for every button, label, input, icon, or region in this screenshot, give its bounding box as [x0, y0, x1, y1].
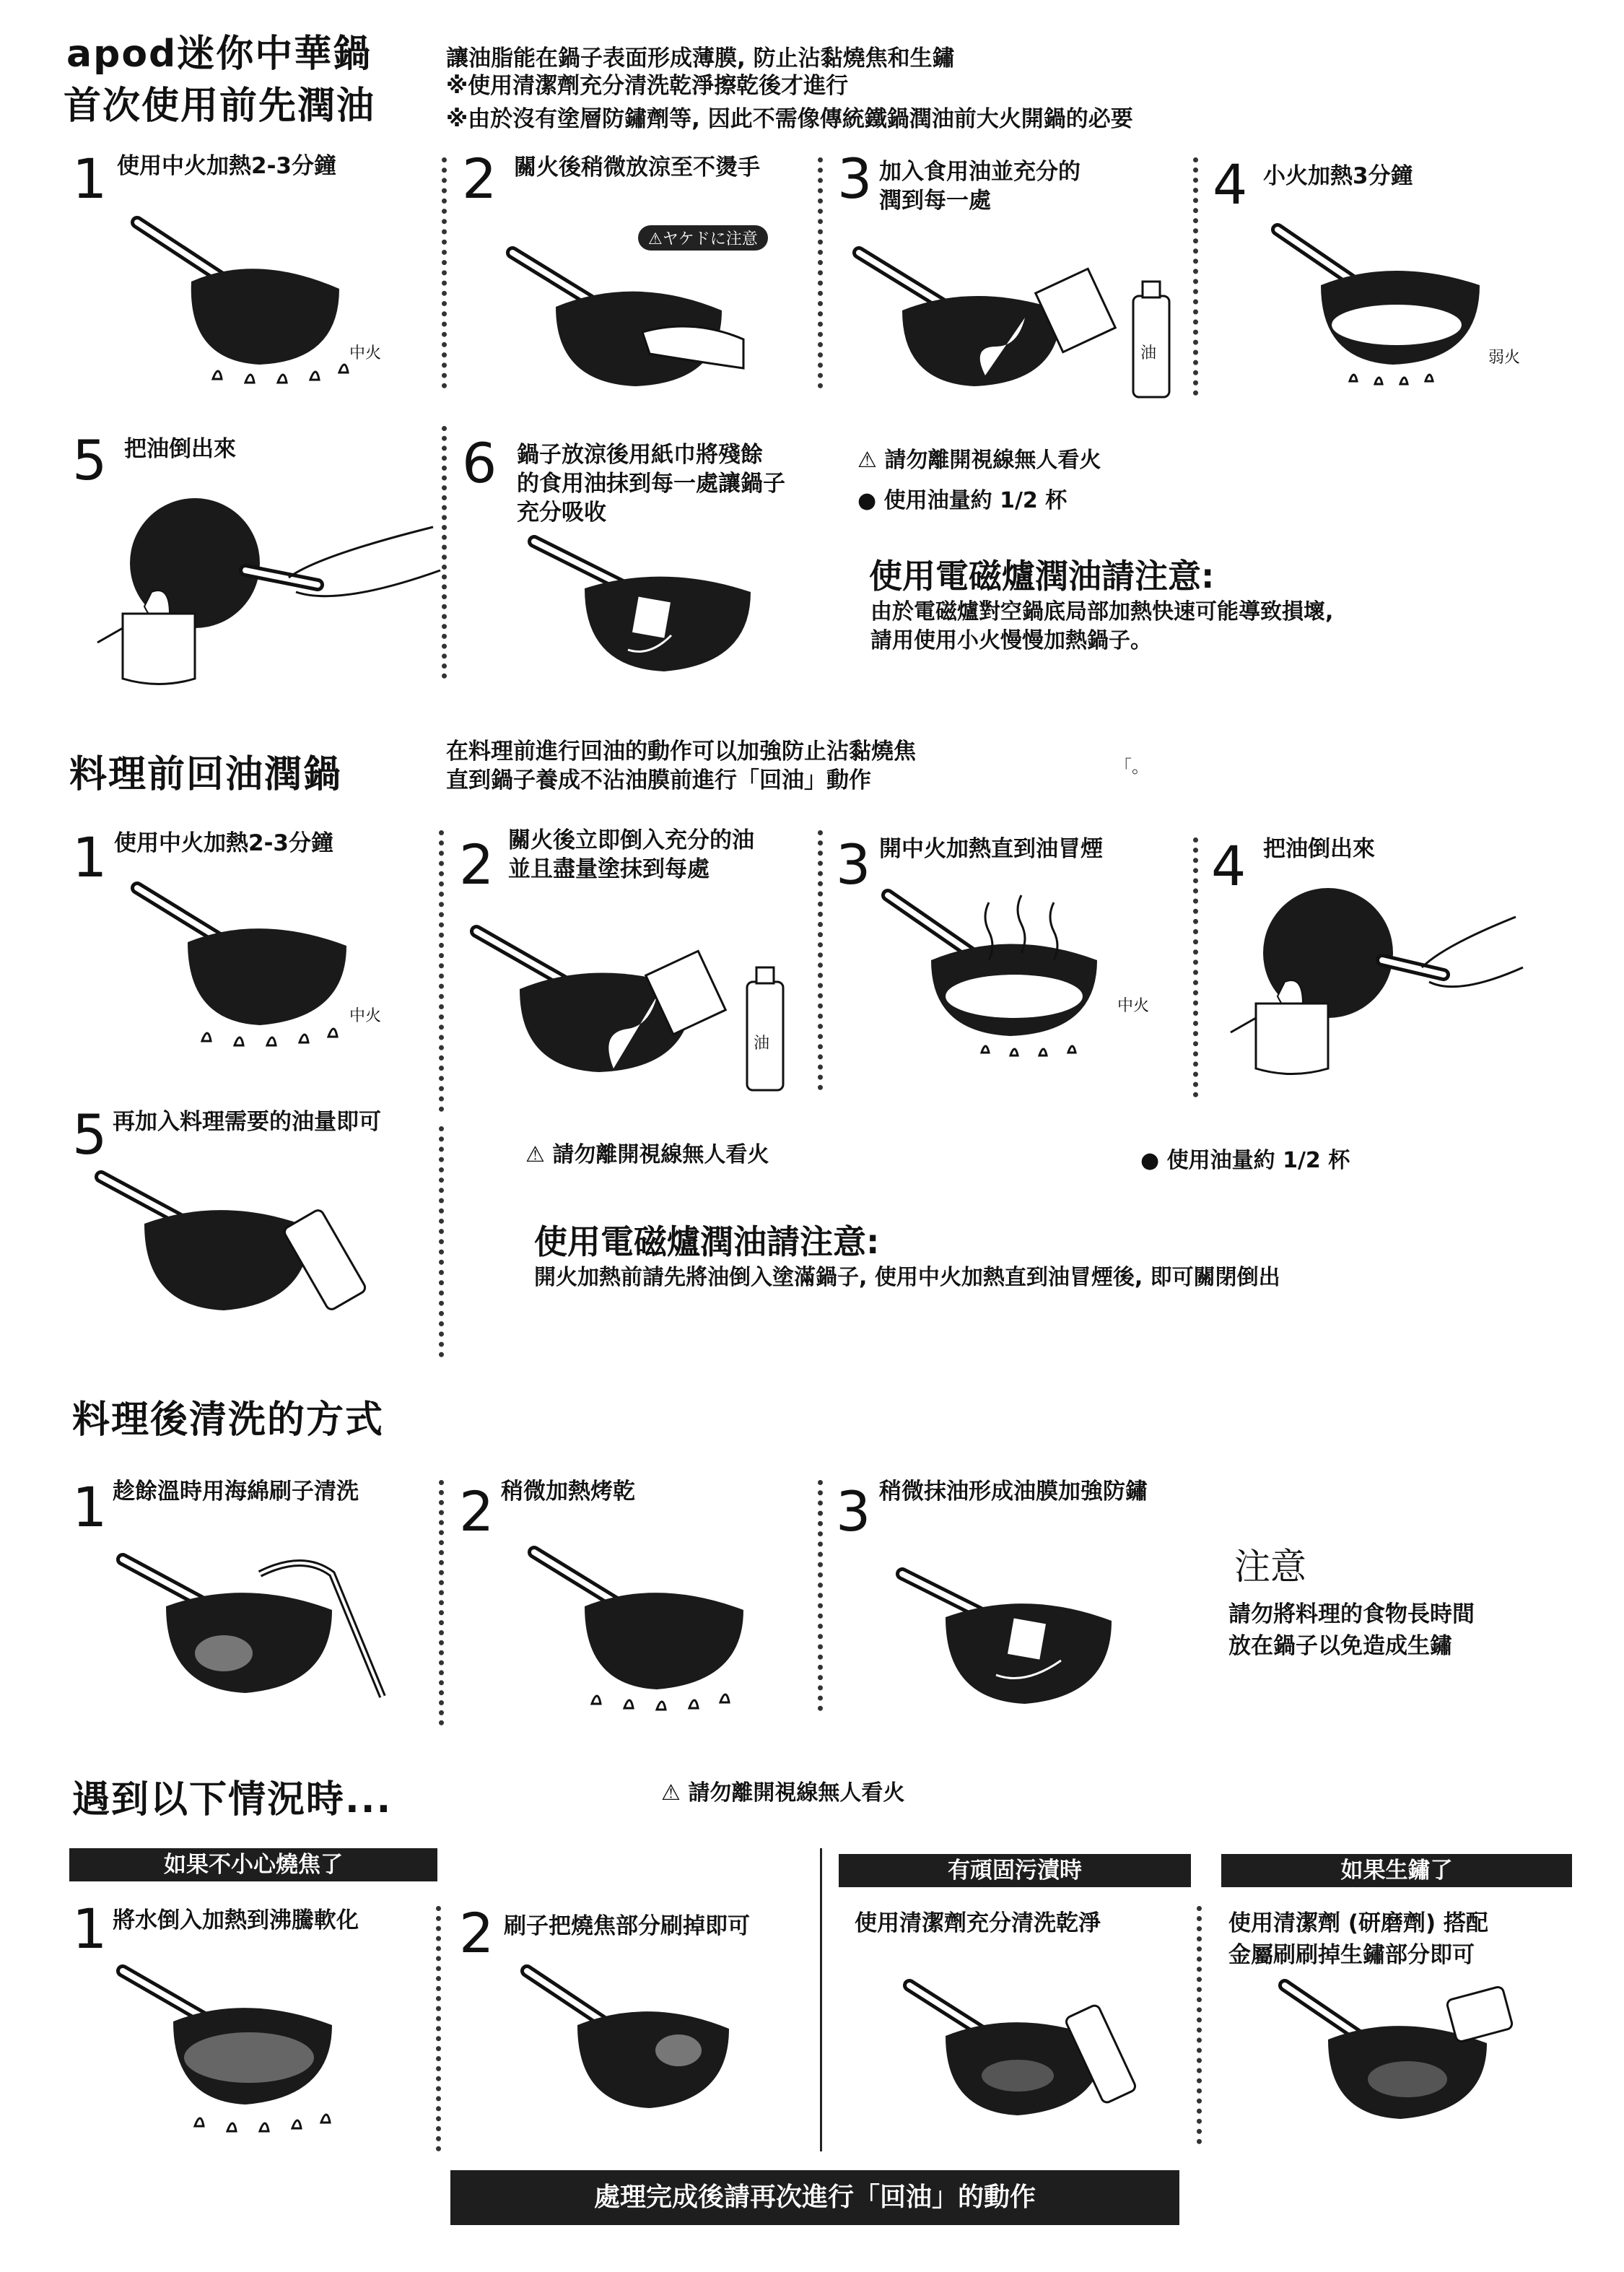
- pan-illustration-brush-burnt: [505, 1964, 794, 2130]
- bullet-icon: ●: [1140, 1148, 1160, 1173]
- step-number: 2: [459, 832, 494, 897]
- section-intro-line-2: 直到鍋子養成不沾油膜前進行「回油」動作: [446, 767, 871, 793]
- warning-watch-fire: ⚠ 請勿離開視線無人看火: [661, 1780, 905, 1806]
- step-text: 稍微加熱烤乾: [501, 1479, 635, 1505]
- divider: [439, 830, 444, 1112]
- divider: [820, 1848, 822, 2151]
- step-text: 使用中火加熱2-3分鐘: [114, 830, 334, 856]
- warning-triangle-icon: ⚠: [525, 1142, 545, 1167]
- burn-warning-badge: ⚠ヤケドに注意: [638, 225, 768, 251]
- warning-watch-fire: ⚠ 請勿離開視線無人看火: [857, 448, 1101, 473]
- warning-triangle-icon: ⚠: [661, 1780, 681, 1806]
- step-text: 關火後稍微放涼至不燙手: [514, 154, 760, 180]
- intro-line-2: ※使用清潔劑充分清洗乾淨擦乾後才進行: [446, 73, 849, 99]
- pan-illustration-add-cooking-oil: [94, 1170, 397, 1336]
- step-number: 1: [72, 1475, 108, 1539]
- divider: [818, 157, 823, 388]
- pan-illustration-rust-scrub: [1278, 1978, 1552, 2144]
- case-header-stain: 有頑固污漬時: [839, 1854, 1191, 1887]
- page-title-line2: 首次使用前先潤油: [64, 84, 376, 128]
- divider: [439, 1480, 444, 1725]
- step-number: 1: [72, 1897, 108, 1961]
- step-number: 4: [1211, 834, 1247, 898]
- pan-illustration-smoke: [881, 881, 1169, 1083]
- flame-label: 中火: [1117, 997, 1150, 1015]
- pan-illustration-oil-coat: [895, 1567, 1184, 1725]
- oil-amount-note: ● 使用油量約 1/2 杯: [1140, 1148, 1350, 1173]
- divider: [1193, 837, 1198, 1097]
- footer-banner: 處理完成後請再次進行「回油」的動作: [450, 2170, 1179, 2225]
- step-number: 6: [462, 431, 497, 495]
- oil-amount-note: ● 使用油量約 1/2 杯: [857, 488, 1068, 513]
- pan-illustration-sponge-wash: [115, 1552, 419, 1718]
- pan-illustration-cool: [505, 238, 794, 404]
- step-number: 2: [462, 147, 497, 211]
- step-text: 使用中火加熱2-3分鐘: [117, 153, 337, 179]
- step-text: 把油倒出來: [1263, 836, 1375, 862]
- section-intro-line-1: 在料理前進行回油的動作可以加強防止沾黏燒焦: [446, 739, 916, 765]
- stain-instruction: 使用清潔劑充分清洗乾淨: [855, 1910, 1101, 1936]
- pan-illustration-add-oil: [852, 238, 1184, 412]
- step-text: 加入食用油並充分的 潤到每一處: [879, 159, 1081, 214]
- step-text: 關火後立即倒入充分的油 並且盡量塗抹到每處: [508, 827, 754, 882]
- step-text: 刷子把燒焦部分刷掉即可: [504, 1913, 750, 1939]
- pan-illustration-add-oil: [469, 917, 816, 1105]
- divider: [818, 1480, 823, 1711]
- divider: [818, 830, 823, 1090]
- step-text: 趁餘溫時用海綿刷子清洗: [113, 1479, 359, 1505]
- divider: [1193, 157, 1198, 396]
- step-number: 5: [72, 1102, 108, 1167]
- step-number: 2: [459, 1479, 494, 1544]
- step-number: 4: [1213, 152, 1248, 217]
- pan-illustration-boil-water: [115, 1964, 419, 2144]
- step-number: 3: [836, 1479, 871, 1544]
- bullet-icon: ●: [857, 488, 877, 513]
- step-number: 5: [72, 428, 108, 492]
- pan-illustration-detergent: [902, 1978, 1176, 2144]
- step-text: 稍微抹油形成油膜加強防鏽: [879, 1479, 1148, 1505]
- step-number: 3: [837, 147, 873, 211]
- divider: [436, 1906, 441, 2151]
- case-header-rust: 如果生鏽了: [1221, 1854, 1572, 1887]
- pan-illustration-dry-heat: [527, 1545, 801, 1718]
- rust-instruction-line-2: 金屬刷刷掉生鏽部分即可: [1228, 1942, 1475, 1968]
- caution-title: 注意: [1234, 1546, 1306, 1588]
- divider: [1197, 1906, 1202, 2144]
- step-text: 小火加熱3分鐘: [1263, 163, 1413, 189]
- step-text: 開中火加熱直到油冒煙: [879, 836, 1103, 862]
- caution-line-2: 放在鍋子以免造成生鏽: [1228, 1633, 1452, 1659]
- section-title: 遇到以下情況時...: [72, 1778, 393, 1821]
- step-number: 3: [836, 832, 871, 897]
- step-text: 將水倒入加熱到沸騰軟化: [113, 1907, 359, 1933]
- intro-line-3: ※由於沒有塗層防鏽劑等, 因此不需像傳統鐵鍋潤油前大火開鍋的必要: [446, 106, 1133, 132]
- pan-illustration-pour-out: [101, 498, 448, 693]
- pan-illustration-heat: [130, 874, 404, 1061]
- case-header-burnt: 如果不小心燒焦了: [69, 1848, 437, 1881]
- ih-caution-line-2: 請用使用小火慢慢加熱鍋子。: [870, 628, 1152, 653]
- warning-watch-fire: ⚠ 請勿離開視線無人看火: [525, 1142, 769, 1167]
- step-text: 鍋子放涼後用紙巾將殘餘 的食用油抹到每一處讓鍋子 充分吸收: [517, 442, 785, 526]
- intro-line-1: 讓油脂能在鍋子表面形成薄膜, 防止沾黏燒焦和生鏽: [446, 45, 955, 71]
- pan-illustration-heat: [130, 209, 419, 397]
- step-number: 1: [72, 825, 108, 889]
- page-title-line1: apod迷你中華鍋: [66, 32, 372, 76]
- step-text: 把油倒出來: [124, 436, 236, 462]
- bottle-label: 油: [754, 1035, 770, 1053]
- step-number: 1: [72, 147, 108, 211]
- warning-triangle-icon: ⚠: [857, 448, 877, 473]
- divider: [442, 157, 447, 388]
- caution-line-1: 請勿將料理的食物長時間: [1228, 1601, 1475, 1627]
- ih-caution-title: 使用電磁爐潤油請注意:: [869, 557, 1215, 596]
- pan-illustration-pour-out: [1213, 888, 1530, 1090]
- step-number: 2: [459, 1901, 494, 1965]
- section-title: 料理後清洗的方式: [72, 1398, 385, 1442]
- flame-label: 中火: [349, 1007, 382, 1025]
- flame-label: 弱火: [1488, 349, 1521, 367]
- step-text: 再加入料理需要的油量即可: [113, 1109, 381, 1135]
- ih-caution-line-1: 由於電磁爐對空鍋底局部加熱快速可能導致損壞,: [870, 599, 1334, 624]
- flame-label: 中火: [349, 344, 382, 362]
- ih-caution-text: 開火加熱前請先將油倒入塗滿鍋子, 使用中火加熱直到油冒煙後, 即可關閉倒出: [534, 1265, 1280, 1290]
- bottle-label: 油: [1140, 344, 1157, 362]
- rust-instruction-line-1: 使用清潔劑 (研磨劑) 搭配: [1228, 1910, 1488, 1936]
- divider: [439, 1126, 444, 1357]
- pan-illustration-wipe: [527, 534, 830, 686]
- ih-caution-title: 使用電磁爐潤油請注意:: [534, 1222, 880, 1261]
- stray-mark: 「。: [1114, 757, 1149, 777]
- section-title: 料理前回油潤鍋: [69, 753, 343, 796]
